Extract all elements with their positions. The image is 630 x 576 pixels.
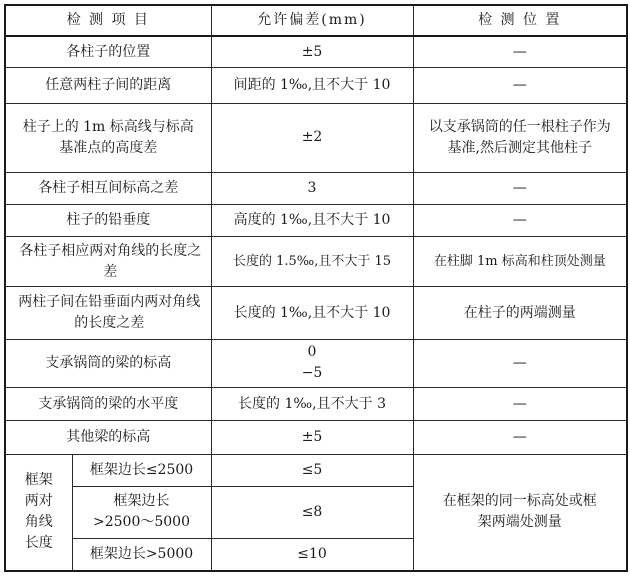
table-row <box>5 36 627 67</box>
row-tolerance: 长度的 1‰,且不大于 3 <box>211 388 413 421</box>
table-row <box>5 287 627 339</box>
row-item: 各柱子的位置 <box>5 36 211 67</box>
frame-sub-item: 框架边长>5000 <box>72 539 211 571</box>
row-tolerance: 间距的 1‰,且不大于 10 <box>211 67 413 103</box>
row-item: 支承锅筒的梁的标高 <box>5 339 211 387</box>
row-position: — <box>413 172 627 204</box>
header-position: 检 测 位 置 <box>413 5 627 36</box>
row-position: 在柱子的两端测量 <box>413 287 627 339</box>
tolerance-table <box>4 4 628 572</box>
frame-group-label: 框架两对角线长度 <box>5 454 72 571</box>
header-item: 检 测 项 目 <box>5 5 211 36</box>
row-item: 各柱子相应两对角线的长度之差 <box>5 237 211 287</box>
row-tolerance: ±2 <box>211 104 413 172</box>
row-position: — <box>413 36 627 67</box>
row-position: — <box>413 339 627 387</box>
row-item: 各柱子相互间标高之差 <box>5 172 211 204</box>
table-row <box>5 67 627 103</box>
table-row <box>5 454 627 486</box>
table-row <box>5 421 627 454</box>
tolerance-lower: −5 <box>301 365 323 382</box>
row-position: — <box>413 388 627 421</box>
table-row <box>5 388 627 421</box>
frame-sub-tolerance: ≤5 <box>211 454 413 486</box>
row-item: 支承锅筒的梁的水平度 <box>5 388 211 421</box>
table-row <box>5 104 627 172</box>
row-tolerance: ±5 <box>211 421 413 454</box>
frame-sub-tolerance: ≤10 <box>211 539 413 571</box>
header-tolerance: 允许偏差(mm) <box>211 5 413 36</box>
frame-group-position: 在框架的同一标高处或框架两端处测量 <box>413 454 627 571</box>
table-row <box>5 339 627 387</box>
row-item: 任意两柱子间的距离 <box>5 67 211 103</box>
row-item: 柱子上的 1m 标高线与标高基准点的高度差 <box>5 104 211 172</box>
row-item: 柱子的铅垂度 <box>5 204 211 236</box>
tolerance-upper: 0 <box>307 344 317 361</box>
frame-sub-tolerance: ≤8 <box>211 486 413 538</box>
row-tolerance: 3 <box>211 172 413 204</box>
row-tolerance-range <box>211 339 413 387</box>
row-item: 两柱子间在铅垂面内两对角线的长度之差 <box>5 287 211 339</box>
row-tolerance: 长度的 1‰,且不大于 10 <box>211 287 413 339</box>
row-item: 其他梁的标高 <box>5 421 211 454</box>
row-tolerance: 长度的 1.5‰,且不大于 15 <box>211 237 413 287</box>
table-row <box>5 204 627 236</box>
row-tolerance: 高度的 1‰,且不大于 10 <box>211 204 413 236</box>
row-tolerance: ±5 <box>211 36 413 67</box>
row-position: — <box>413 204 627 236</box>
frame-sub-item: 框架边长>2500～5000 <box>72 486 211 538</box>
frame-sub-item: 框架边长≤2500 <box>72 454 211 486</box>
row-position: 在柱脚 1m 标高和柱顶处测量 <box>413 237 627 287</box>
row-position: 以支承锅筒的任一根柱子作为基准,然后测定其他柱子 <box>413 104 627 172</box>
row-position: — <box>413 421 627 454</box>
row-position: — <box>413 67 627 103</box>
table-row <box>5 237 627 287</box>
table-row <box>5 172 627 204</box>
